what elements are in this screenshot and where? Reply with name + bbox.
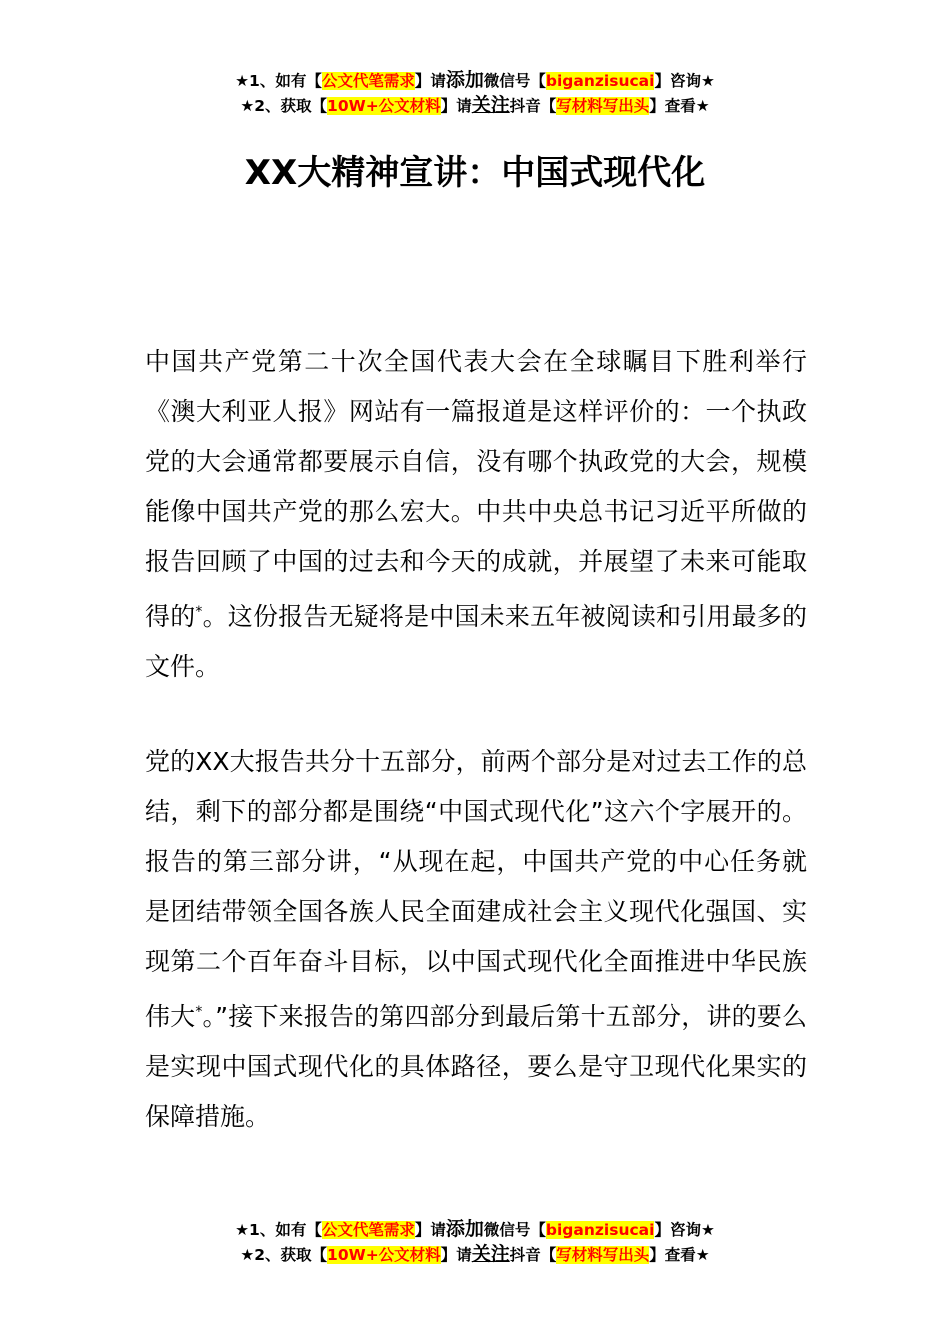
banner-highlight: 10W+公文材料: [327, 1246, 441, 1264]
banner-text: 抖音【: [509, 97, 557, 115]
banner-text: 】请: [414, 1221, 446, 1239]
banner-emphasis: 关注: [471, 94, 510, 116]
paragraph-1: [145, 337, 807, 692]
banner-line-1: [0, 68, 950, 93]
banner-highlight: 10W+公文材料: [327, 97, 441, 115]
banner-text: ★1、如有【: [235, 72, 322, 90]
promo-banner-bottom: [0, 1217, 950, 1267]
banner-text: 】查看★: [649, 1246, 710, 1264]
banner-wechat-id: biganzisucai: [545, 1221, 655, 1239]
banner-emphasis: 添加: [445, 1218, 484, 1240]
paragraph-2: [145, 737, 807, 1142]
asterisk-mark: *: [195, 1004, 203, 1020]
banner-text: 微信号【: [483, 72, 546, 90]
paragraph-text: 中国共产党第二十次全国代表大会在全球瞩目下胜利举行《澳大利亚人报》网站有一篇报道是这样评价的：一个执政党的大会通常都要展示自信，没有哪个执政党的大会，规模能像中国共产党的那么宏大。中共中央总书记习近平所做的报告回顾了中国的过去和今天的成就，并展望了未来可能取得的: [145, 347, 807, 631]
paragraph-text: 。”接下来报告的第四部分到最后第十五部分，讲的要么是实现中国式现代化的具体路径，要么是守卫现代化果实的保障措施。: [145, 1002, 807, 1131]
banner-text: 】咨询★: [654, 1221, 715, 1239]
banner-highlight: 公文代笔需求: [321, 72, 415, 90]
paragraph-text: 。这份报告无疑将是中国未来五年被阅读和引用最多的文件。: [145, 602, 807, 681]
banner-douyin-account: 写材料写出头: [556, 1246, 650, 1264]
banner-wechat-id: biganzisucai: [545, 72, 655, 90]
promo-banner-top: [0, 68, 950, 118]
banner-text: 】请: [414, 72, 446, 90]
banner-line-2: [0, 1242, 950, 1267]
paragraph-text: 党的XX大报告共分十五部分，前两个部分是对过去工作的总结，剩下的部分都是围绕“中国式现代化”这六个字展开的。报告的第三部分讲，“从现在起，中国共产党的中心任务就是团结带领全国各族人民全面建成社会主义现代化强国、实现第二个百年奋斗目标，以中国式现代化全面推进中华民族伟大: [145, 747, 807, 1031]
banner-douyin-account: 写材料写出头: [556, 97, 650, 115]
banner-text: ★2、获取【: [240, 1246, 328, 1264]
banner-emphasis: 添加: [445, 69, 484, 91]
banner-text: ★2、获取【: [240, 97, 328, 115]
banner-text: ★1、如有【: [235, 1221, 322, 1239]
banner-text: 微信号【: [483, 1221, 546, 1239]
banner-text: 】请: [440, 1246, 472, 1264]
banner-highlight: 公文代笔需求: [321, 1221, 415, 1239]
banner-text: 】查看★: [649, 97, 710, 115]
banner-text: 抖音【: [509, 1246, 557, 1264]
banner-text: 】请: [440, 97, 472, 115]
banner-emphasis: 关注: [471, 1243, 510, 1265]
banner-line-1: [0, 1217, 950, 1242]
document-title: XX大精神宣讲：中国式现代化: [244, 153, 706, 193]
banner-text: 】咨询★: [654, 72, 715, 90]
banner-line-2: [0, 93, 950, 118]
asterisk-mark: *: [195, 604, 203, 620]
